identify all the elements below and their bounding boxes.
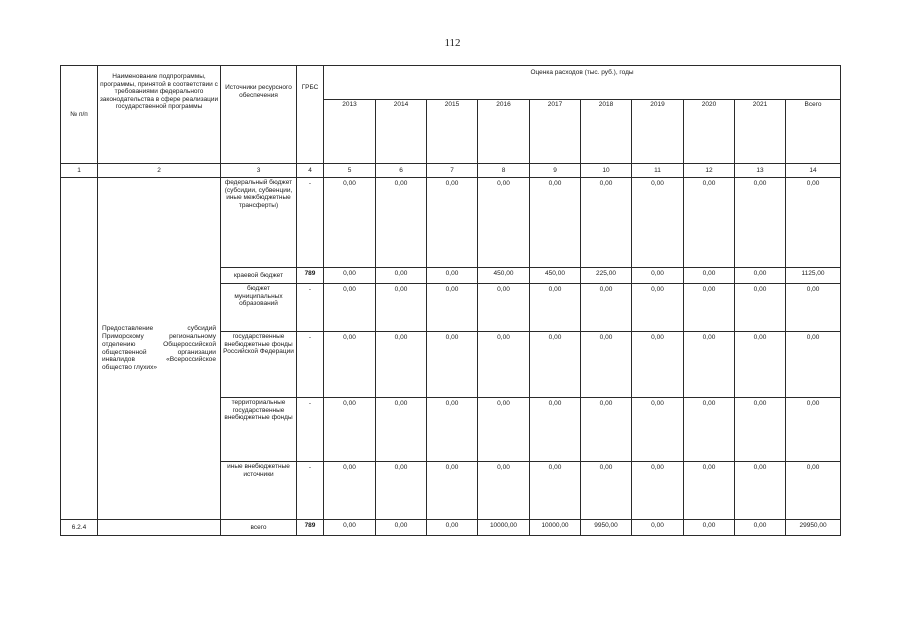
value-cell: 0,00	[632, 398, 684, 462]
grbs-cell: -	[297, 332, 324, 398]
value-cell: 0,00	[735, 398, 786, 462]
source-cell: всего	[221, 520, 297, 536]
value-cell: 0,00	[376, 284, 427, 332]
value-cell: 0,00	[478, 284, 530, 332]
value-cell-total: 0,00	[786, 178, 841, 268]
value-cell: 0,00	[530, 284, 581, 332]
column-index: 11	[632, 164, 684, 178]
value-cell: 0,00	[581, 332, 632, 398]
value-cell: 225,00	[581, 268, 632, 284]
column-index: 13	[735, 164, 786, 178]
value-cell-total: 0,00	[786, 398, 841, 462]
value-cell: 0,00	[735, 462, 786, 520]
value-cell: 0,00	[324, 520, 376, 536]
column-index: 3	[221, 164, 297, 178]
value-cell: 10000,00	[530, 520, 581, 536]
column-index: 10	[581, 164, 632, 178]
source-cell: территориальные государственные внебюджетные фонды	[221, 398, 297, 462]
value-cell: 450,00	[478, 268, 530, 284]
value-cell: 0,00	[735, 332, 786, 398]
grbs-cell: -	[297, 398, 324, 462]
value-cell: 0,00	[684, 268, 735, 284]
value-cell: 0,00	[376, 268, 427, 284]
grbs-cell: -	[297, 178, 324, 268]
value-cell: 0,00	[427, 398, 478, 462]
budget-table	[60, 65, 841, 536]
program-name: Предоставление субсидий Приморскому региональному отделению Общероссийской общественной организации инвалидов «Всероссийское общество глухих»	[98, 178, 221, 520]
grbs-cell: 789	[297, 268, 324, 284]
value-cell: 10000,00	[478, 520, 530, 536]
header-row-1	[61, 66, 841, 100]
value-cell: 450,00	[530, 268, 581, 284]
column-index: 14	[786, 164, 841, 178]
value-cell: 0,00	[478, 398, 530, 462]
header-year: 2021	[735, 100, 786, 164]
source-cell: иные внебюджетные источники	[221, 462, 297, 520]
value-cell: 0,00	[324, 284, 376, 332]
value-cell: 9950,00	[581, 520, 632, 536]
page-number: 112	[444, 37, 461, 49]
value-cell: 0,00	[376, 462, 427, 520]
value-cell: 0,00	[581, 178, 632, 268]
header-name: Наименование подпрограммы, программы, принятой в соответствии с требованиями федерального законодательства в сфере реализации государственной программы	[98, 66, 221, 164]
value-cell: 0,00	[684, 284, 735, 332]
value-cell: 0,00	[427, 332, 478, 398]
column-index: 4	[297, 164, 324, 178]
grbs-cell: -	[297, 462, 324, 520]
grbs-cell: -	[297, 284, 324, 332]
value-cell: 0,00	[427, 178, 478, 268]
value-cell: 0,00	[427, 520, 478, 536]
column-index: 6	[376, 164, 427, 178]
value-cell: 0,00	[324, 268, 376, 284]
grbs-cell: 789	[297, 520, 324, 536]
value-cell: 0,00	[376, 178, 427, 268]
value-cell-total: 0,00	[786, 332, 841, 398]
value-cell: 0,00	[632, 462, 684, 520]
header-expenses: Оценка расходов (тыс. руб.), годы	[324, 66, 841, 100]
value-cell: 0,00	[632, 332, 684, 398]
column-index: 5	[324, 164, 376, 178]
value-cell-total: 0,00	[786, 462, 841, 520]
column-index: 9	[530, 164, 581, 178]
value-cell: 0,00	[478, 178, 530, 268]
source-cell: краевой бюджет	[221, 268, 297, 284]
value-cell: 0,00	[632, 178, 684, 268]
source-cell: государственные внебюджетные фонды Российской Федерации	[221, 332, 297, 398]
value-cell-total: 29950,00	[786, 520, 841, 536]
value-cell: 0,00	[581, 398, 632, 462]
header-year: 2017	[530, 100, 581, 164]
value-cell: 0,00	[427, 284, 478, 332]
header-year: 2014	[376, 100, 427, 164]
column-index-row	[61, 164, 841, 178]
value-cell: 0,00	[581, 284, 632, 332]
value-cell: 0,00	[632, 284, 684, 332]
value-cell: 0,00	[530, 462, 581, 520]
column-index: 12	[684, 164, 735, 178]
value-cell: 0,00	[684, 332, 735, 398]
value-cell: 0,00	[324, 398, 376, 462]
header-year: 2019	[632, 100, 684, 164]
row-number-cell	[61, 178, 98, 520]
header-source: Источники ресурсного обеспечения	[221, 66, 297, 164]
value-cell: 0,00	[684, 520, 735, 536]
column-index: 7	[427, 164, 478, 178]
value-cell: 0,00	[478, 332, 530, 398]
value-cell: 0,00	[530, 178, 581, 268]
header-number: № п/п	[61, 66, 98, 164]
header-year: 2020	[684, 100, 735, 164]
value-cell: 0,00	[735, 268, 786, 284]
source-cell: бюджет муниципальных образований	[221, 284, 297, 332]
value-cell: 0,00	[684, 462, 735, 520]
value-cell: 0,00	[324, 178, 376, 268]
header-year: 2015	[427, 100, 478, 164]
table-row	[61, 178, 841, 268]
value-cell: 0,00	[427, 268, 478, 284]
value-cell: 0,00	[530, 398, 581, 462]
total-name-cell	[98, 520, 221, 536]
header-year: 2013	[324, 100, 376, 164]
value-cell: 0,00	[684, 398, 735, 462]
value-cell-total: 0,00	[786, 284, 841, 332]
value-cell: 0,00	[581, 462, 632, 520]
header-year-total: Всего	[786, 100, 841, 164]
header-year: 2016	[478, 100, 530, 164]
value-cell: 0,00	[735, 178, 786, 268]
column-index: 2	[98, 164, 221, 178]
value-cell: 0,00	[376, 332, 427, 398]
value-cell: 0,00	[632, 520, 684, 536]
column-index: 8	[478, 164, 530, 178]
value-cell-total: 1125,00	[786, 268, 841, 284]
value-cell: 0,00	[735, 520, 786, 536]
value-cell: 0,00	[530, 332, 581, 398]
value-cell: 0,00	[376, 398, 427, 462]
header-grbs: ГРБС	[297, 66, 324, 164]
value-cell: 0,00	[478, 462, 530, 520]
value-cell: 0,00	[376, 520, 427, 536]
value-cell: 0,00	[684, 178, 735, 268]
value-cell: 0,00	[735, 284, 786, 332]
header-year: 2018	[581, 100, 632, 164]
row-number: 6.2.4	[61, 520, 98, 536]
value-cell: 0,00	[324, 462, 376, 520]
value-cell: 0,00	[427, 462, 478, 520]
column-index: 1	[61, 164, 98, 178]
source-cell: федеральный бюджет (субсидии, субвенции, иные межбюджетные трансферты)	[221, 178, 297, 268]
value-cell: 0,00	[632, 268, 684, 284]
total-row	[61, 520, 841, 536]
value-cell: 0,00	[324, 332, 376, 398]
